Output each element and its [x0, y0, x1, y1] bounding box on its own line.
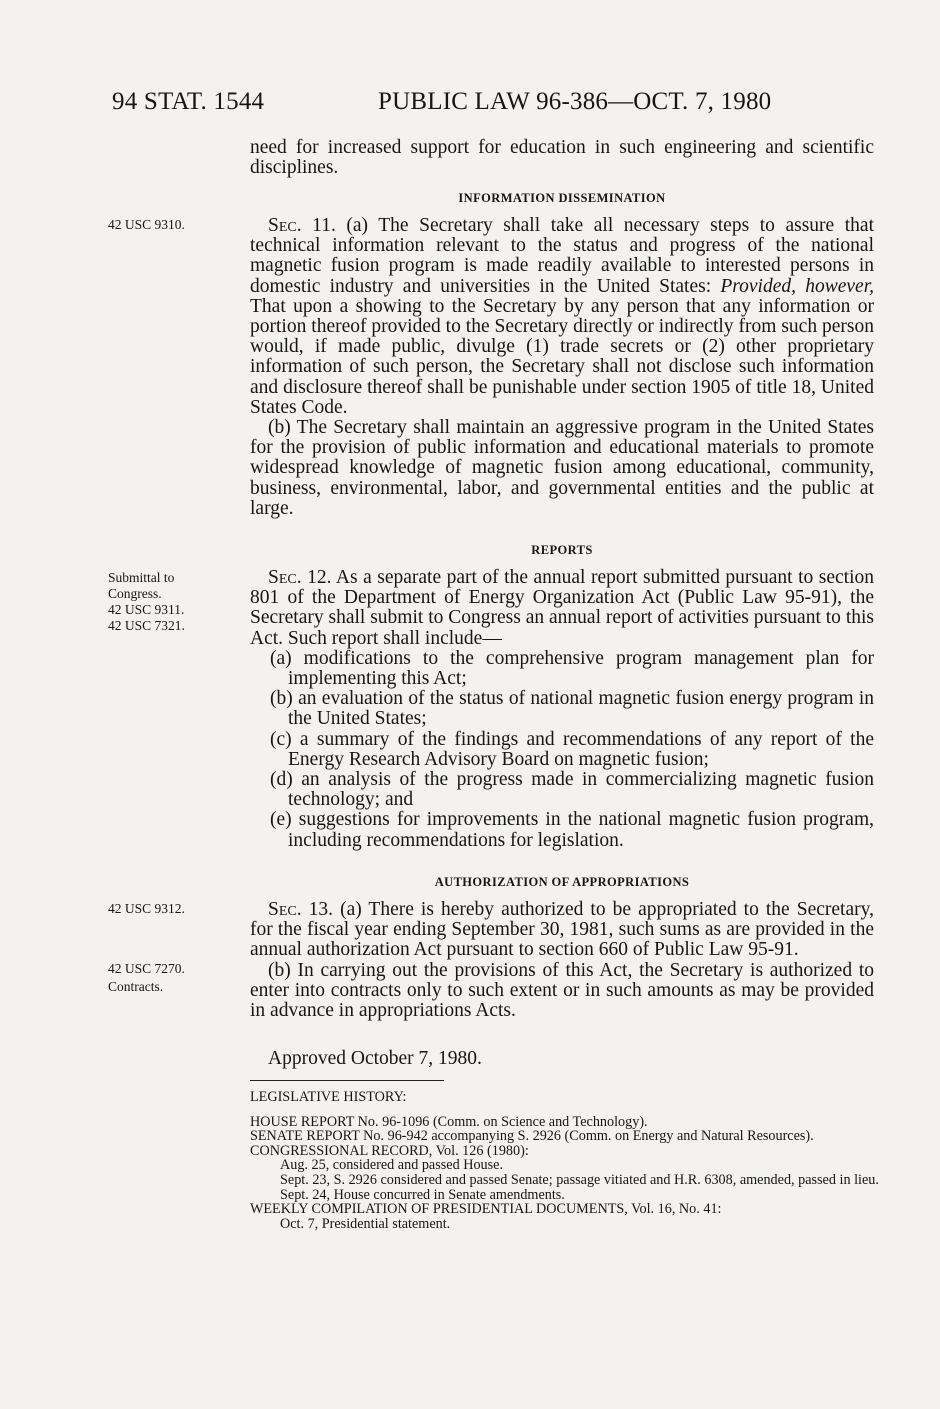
- margin-submittal: Submittal to: [108, 570, 175, 585]
- history-house-report: HOUSE REPORT No. 96-1096 (Comm. on Science and Technology).: [250, 1113, 648, 1130]
- margin-42usc9311: 42 USC 9311.: [108, 602, 185, 617]
- approved-line: [250, 1049, 874, 1069]
- report-item-e: (e) suggestions for improvements in the national magnetic fusion program, including recommendations for legislation.: [270, 809, 874, 851]
- approved-date: Approved October 7, 1980.: [268, 1048, 482, 1069]
- history-congressional-record: CONGRESSIONAL RECORD, Vol. 126 (1980):: [250, 1142, 529, 1159]
- history-divider: [250, 1080, 444, 1081]
- section-13-label: Sec. 13.: [268, 899, 334, 920]
- history-weekly-compilation: WEEKLY COMPILATION OF PRESIDENTIAL DOCUMENTS, Vol. 16, No. 41:: [250, 1201, 722, 1218]
- stat-page-number: 94 STAT. 1544: [112, 88, 265, 115]
- margin-contracts: Contracts.: [108, 979, 164, 994]
- history-title: LEGISLATIVE HISTORY:: [250, 1089, 407, 1105]
- section-11-label: Sec. 11.: [268, 215, 336, 236]
- section-12-label: Sec. 12.: [268, 567, 332, 588]
- section-13-b: (b) In carrying out the provisions of this Act, the Secretary is authorized to enter into contracts only to such extent or in such amounts as may be provided in advance in appropriations Acts.: [250, 959, 874, 1022]
- section-11-a-part1: (a) The Secretary shall take all necessary steps to assure that technical information relevant to the status and progress of the national magnetic fusion program is made readily available to interested persons in domestic industry and universities in the United States:: [250, 215, 874, 297]
- margin-notes-reports: [108, 570, 228, 634]
- report-item-b: (b) an evaluation of the status of national magnetic fusion energy program in the United States;: [270, 688, 874, 730]
- report-item-a: (a) modifications to the comprehensive program management plan for implementing this Act;: [270, 647, 874, 690]
- margin-42usc7270: 42 USC 7270.: [108, 961, 185, 976]
- heading-authorization: AUTHORIZATION OF APPROPRIATIONS: [434, 875, 690, 889]
- margin-42usc7321: 42 USC 7321.: [108, 618, 185, 633]
- heading-reports: REPORTS: [531, 543, 593, 557]
- intro-paragraph: [250, 138, 874, 178]
- section-13: [250, 900, 874, 1021]
- margin-42usc9312: 42 USC 9312.: [108, 901, 185, 916]
- heading-information-dissemination: INFORMATION DISSEMINATION: [458, 191, 666, 205]
- margin-42usc9310: 42 USC 9310.: [108, 217, 185, 232]
- history-presidential-statement: Oct. 7, Presidential statement.: [280, 1215, 451, 1232]
- section-12-body: [250, 568, 874, 649]
- intro-text: need for increased support for education in such engineering and scientific disciplines.: [250, 137, 874, 179]
- section-11-b: (b) The Secretary shall maintain an aggressive program in the United States for the provision of public information and educational materials to promote widespread knowledge of magnetic fusion among educational, community, business, environmental, labor, and governmental entities and the public at large.: [250, 417, 874, 519]
- section-12-text: As a separate part of the annual report submitted pursuant to section 801 of the Department of Energy Organization Act (Public Law 95-91), the Secretary shall submit to Congress an annual report of activities pursuant to this Act. Such report shall include—: [250, 567, 874, 649]
- report-item-d: (d) an analysis of the progress made in commercializing magnetic fusion technology; and: [270, 769, 874, 811]
- margin-congress: Congress.: [108, 586, 162, 601]
- legislative-history: [250, 1090, 880, 1231]
- section-13-a: [250, 900, 874, 961]
- provided-however: Provided, however,: [720, 275, 875, 297]
- section-11-a-part2: That upon a showing to the Secretary by any person that any information or portion thereof provided to the Secretary directly or indirectly from such person would, if made public, divulge (1) trade secrets or (2) other proprietary information of such person, the Secretary shall not disclose such information and disclosure thereof shall be punishable under section 1905 of title 18, United States Code.: [250, 295, 874, 418]
- history-senate-report: SENATE REPORT No. 96-942 accompanying S. 2926 (Comm. on Energy and Natural Resources).: [250, 1128, 814, 1145]
- section-13-a-text: (a) There is hereby authorized to be appropriated to the Secretary, for the fiscal year ending September 30, 1981, such sums as are provided in the annual authorization Act pursuant to section 660 of Public Law 95-91.: [250, 899, 874, 961]
- history-record-sept23: Sept. 23, S. 2926 considered and passed Senate; passage vitiated and H.R. 6308, amended, passed in lieu.: [280, 1171, 879, 1188]
- report-item-c: (c) a summary of the findings and recommendations of any report of the Energy Research Advisory Board on magnetic fusion;: [270, 728, 874, 770]
- history-record-aug25: Aug. 25, considered and passed House.: [280, 1157, 504, 1174]
- section-11: [250, 216, 874, 519]
- history-record-sept24: Sept. 24, House concurred in Senate amendments.: [280, 1186, 565, 1203]
- law-running-head: PUBLIC LAW 96-386—OCT. 7, 1980: [378, 88, 772, 115]
- section-11-a: [250, 216, 874, 418]
- section-12: [250, 568, 874, 851]
